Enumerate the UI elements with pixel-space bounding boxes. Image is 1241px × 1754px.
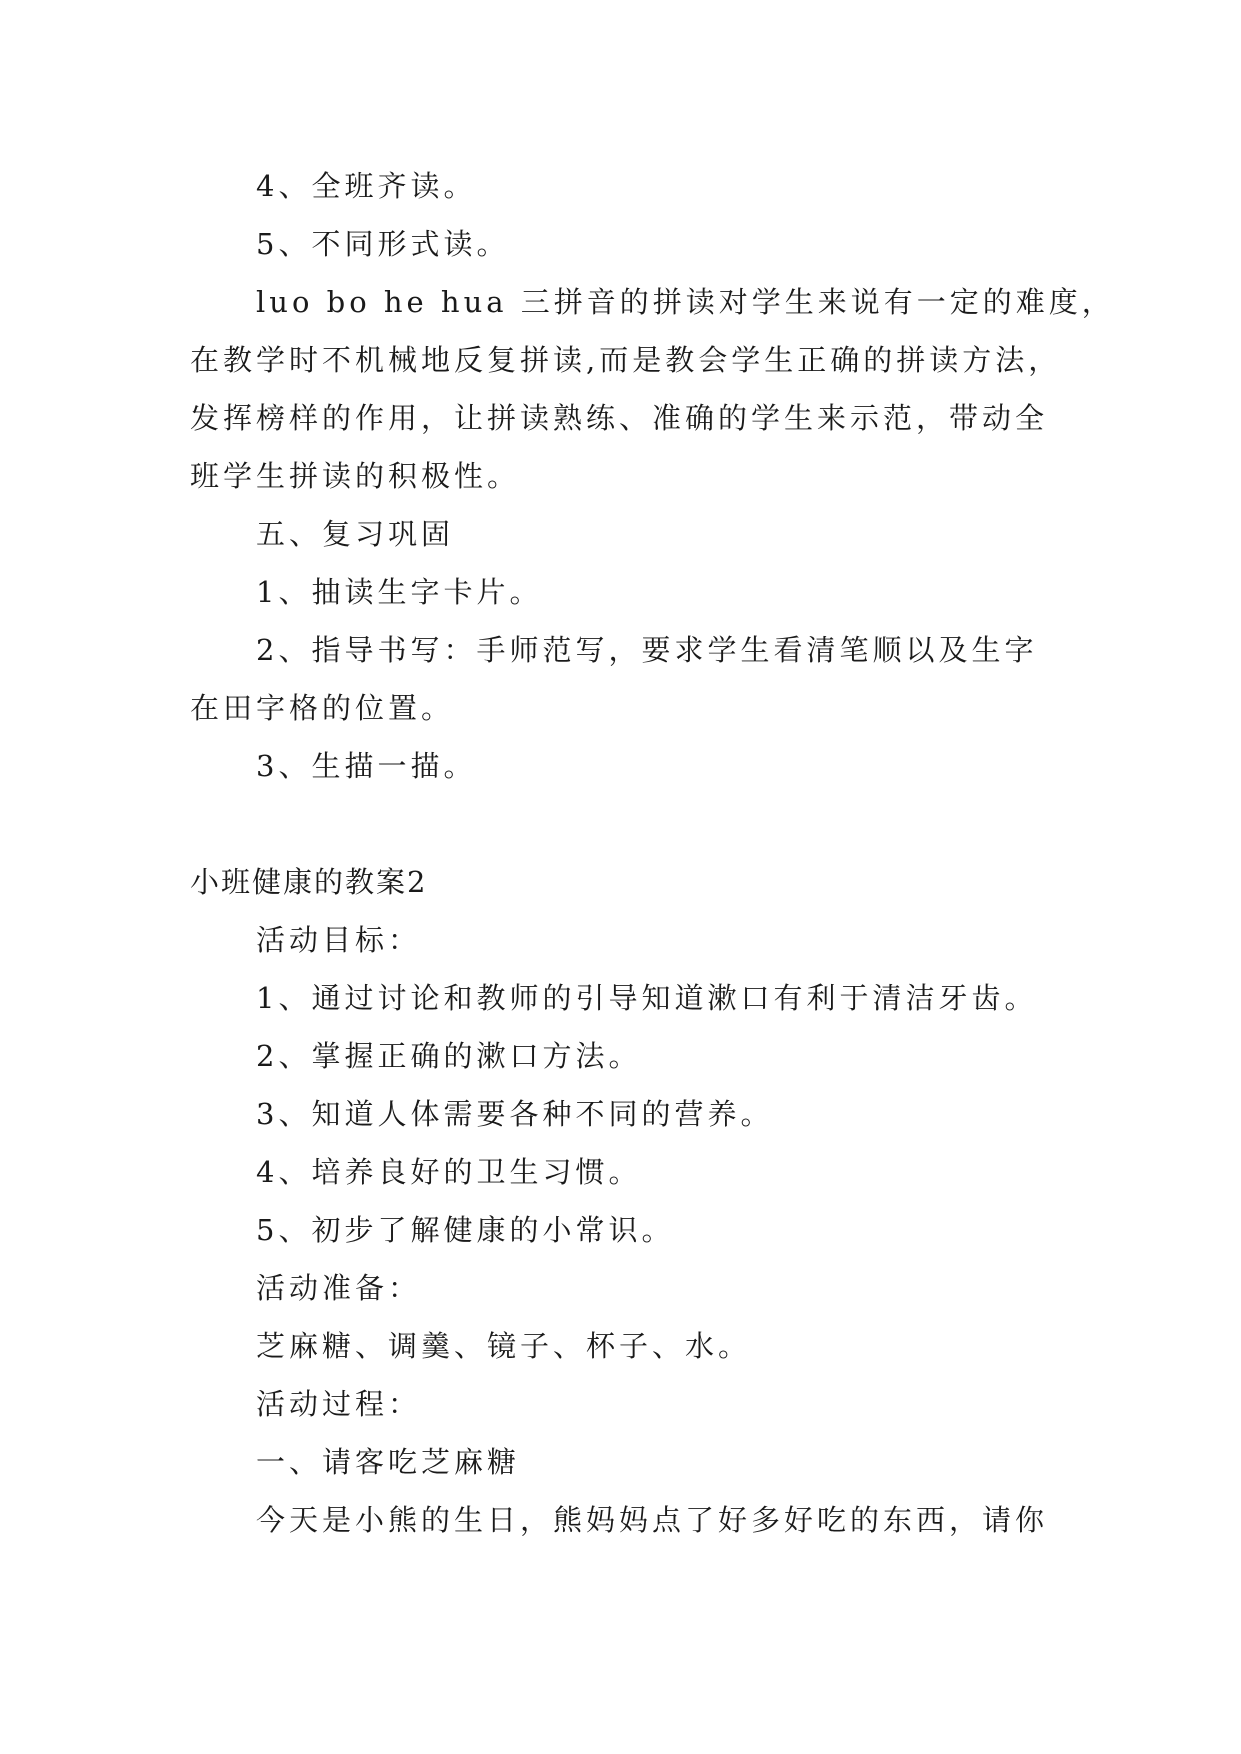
paragraph-line: 班学生拼读的积极性。 [190, 459, 521, 493]
paragraph-line: 1、抽读生字卡片。 [256, 575, 543, 609]
paragraph-line: 2、掌握正确的漱口方法。 [256, 1039, 642, 1073]
paragraph-line: 5、初步了解健康的小常识。 [256, 1213, 675, 1247]
section-heading: 一、请客吃芝麻糖 [256, 1445, 521, 1479]
paragraph-line: 1、通过讨论和教师的引导知道漱口有利于清洁牙齿。 [256, 981, 1038, 1015]
paragraph-line: 4、培养良好的卫生习惯。 [256, 1155, 642, 1189]
section-heading: 五、复习巩固 [256, 517, 455, 551]
paragraph-line: 3、知道人体需要各种不同的营养。 [256, 1097, 774, 1131]
paragraph-line: 2、指导书写：手师范写，要求学生看清笔顺以及生字 [256, 633, 1038, 667]
section-heading: 活动目标： [256, 923, 422, 957]
paragraph-line: 4、全班齐读。 [256, 169, 477, 203]
paragraph-line: 5、不同形式读。 [256, 227, 510, 261]
section-heading: 活动准备： [256, 1271, 422, 1305]
paragraph-line: 3、生描一描。 [256, 749, 477, 783]
paragraph-line: 发挥榜样的作用，让拼读熟练、准确的学生来示范，带动全 [190, 401, 1049, 435]
section-heading: 活动过程： [256, 1387, 422, 1421]
paragraph-line: luo bo he hua 三拼音的拼读对学生来说有一定的难度， [256, 285, 1115, 319]
paragraph-line: 在田字格的位置。 [190, 691, 455, 725]
paragraph-line: 芝麻糖、调羹、镜子、杯子、水。 [256, 1329, 752, 1363]
paragraph-line: 在教学时不机械地反复拼读,而是教会学生正确的拼读方法， [190, 343, 1062, 377]
document-section-title: 小班健康的教案2 [190, 865, 428, 899]
paragraph-line: 今天是小熊的生日，熊妈妈点了好多好吃的东西，请你 [256, 1503, 1049, 1537]
